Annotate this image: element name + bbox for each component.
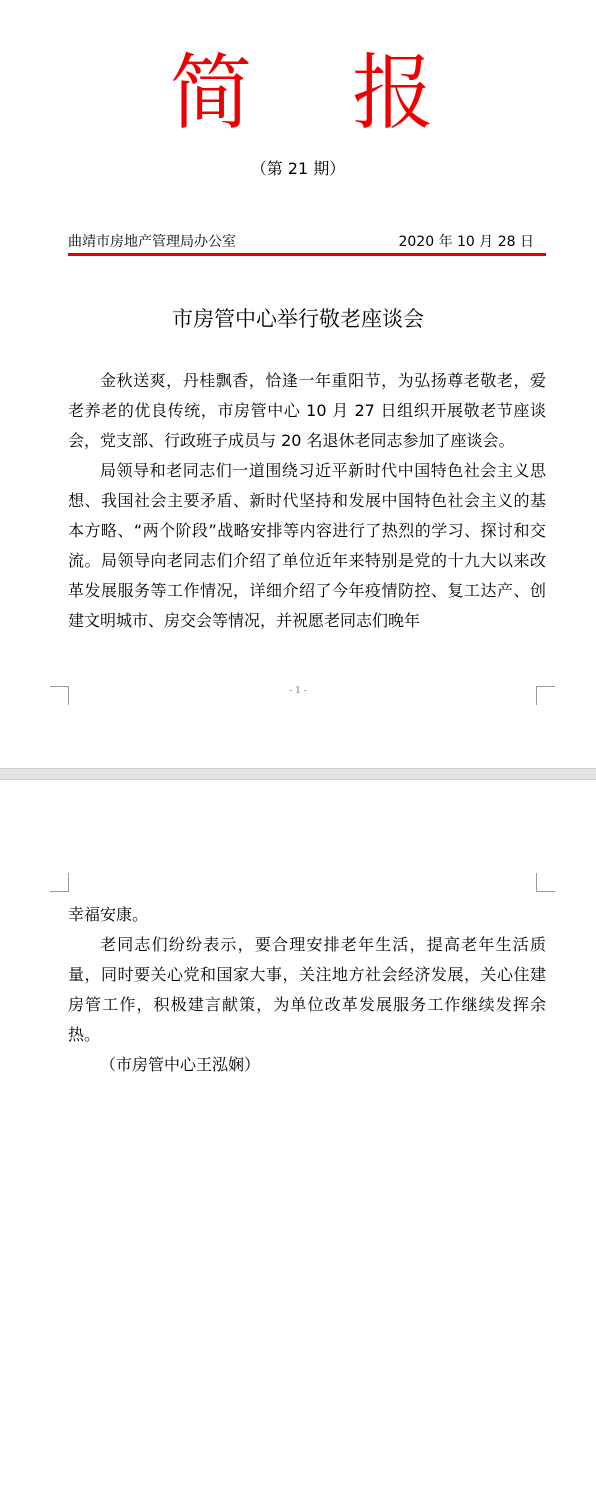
paragraph-1: 金秋送爽，丹桂飘香，恰逢一年重阳节，为弘扬尊老敬老，爱老养老的优良传统，市房管中心 10 月 27 日组织开展敬老节座谈会，党支部、行政班子成员与 20 名退休老同志参加了座谈会。: [68, 371, 546, 450]
paragraph-2-start: 局领导和老同志们一道围绕习近平新时代中国特色社会主义思想、我国社会主要矛盾、新时代坚持和发展中国特色社会主义的基本方略、“两个阶段”战略安排等内容进行了热烈的学习、探讨和交流。局领导向老同志们介绍了单位近年来特别是党的十九大以来改革发展服务等工作情况，详细介绍了今年疫情防控、复工达产、创建文明城市、房交会等情况，并祝愿老同志们晚年: [68, 461, 546, 630]
author-signature: （市房管中心王泓娴）: [100, 1055, 261, 1074]
page-separator: [0, 768, 596, 780]
margin-corner-top-left: [50, 873, 69, 892]
article-body-page-2: [68, 900, 546, 1080]
red-divider: [68, 253, 546, 256]
page-number: - 1 -: [289, 686, 307, 696]
paragraph-2-end: 幸福安康。: [68, 905, 149, 924]
bulletin-title: [0, 44, 596, 144]
bulletin-title-char-1: 简: [170, 46, 253, 141]
document-page-2: [0, 780, 596, 1485]
bulletin-title-char-2: 报: [352, 46, 435, 141]
issue-date: 2020 年 10 月 28 日: [398, 234, 534, 250]
article-headline: 市房管中心举行敬老座谈会: [172, 307, 424, 331]
article-body-page-1: [68, 366, 546, 678]
margin-corner-top-right: [536, 873, 555, 892]
issue-number: （第 21 期）: [250, 159, 346, 178]
paragraph-3: 老同志们纷纷表示，要合理安排老年生活，提高老年生活质量，同时要关心党和国家大事，关注地方社会经济发展，关心住建房管工作，积极建言献策，为单位改革发展服务工作继续发挥余热。: [68, 935, 546, 1044]
issuer-name: 曲靖市房地产管理局办公室: [68, 234, 236, 250]
